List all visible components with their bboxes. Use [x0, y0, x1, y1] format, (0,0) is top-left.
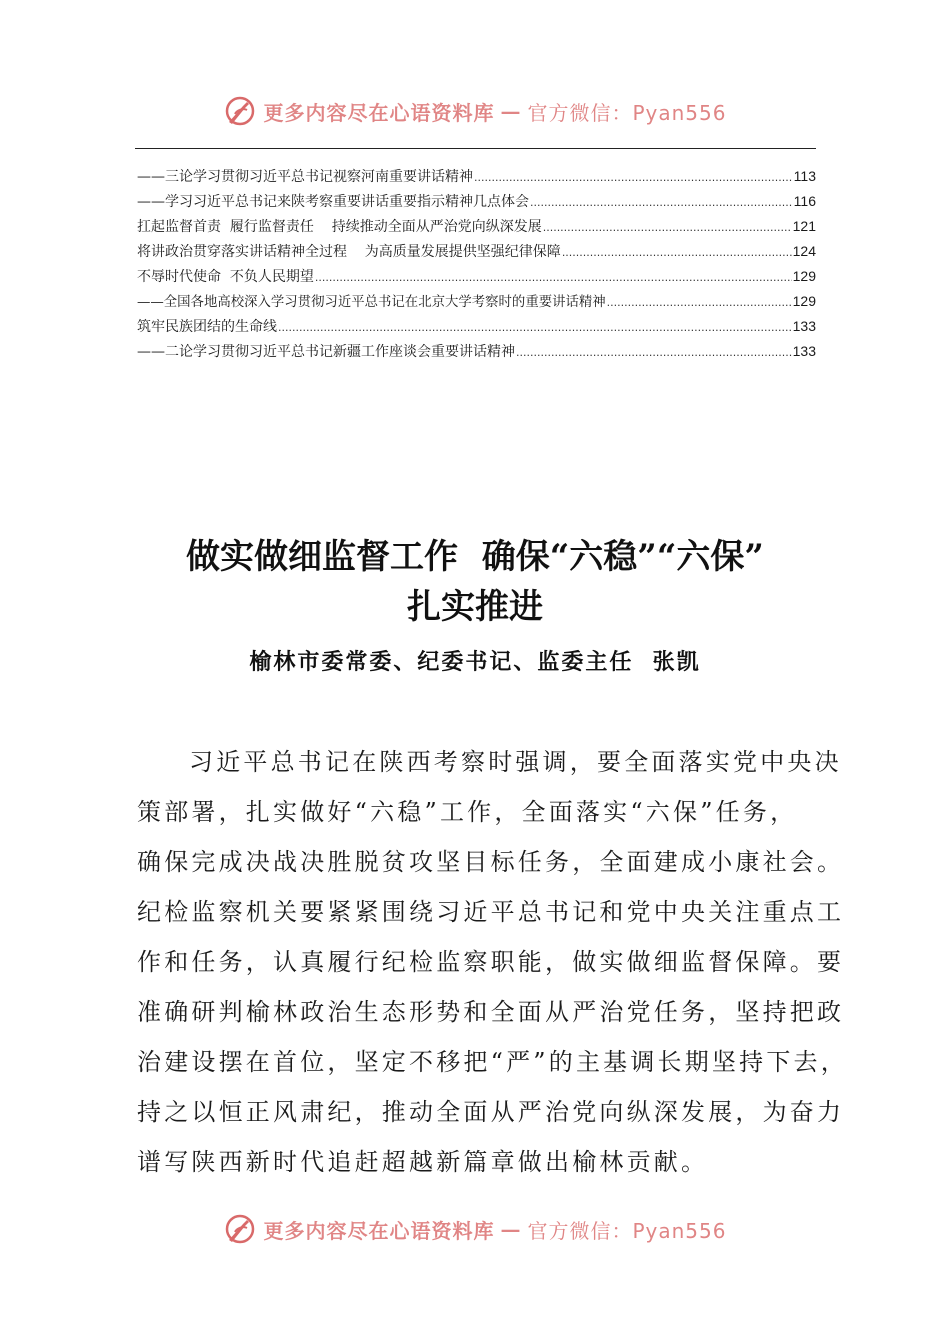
- table-of-contents: [137, 164, 816, 364]
- header-divider: [135, 148, 816, 149]
- article-body: [137, 737, 848, 1187]
- body-line: 策部署，扎实做好“六稳”工作，全面落实“六保”任务，: [137, 798, 798, 826]
- watermark-contact: 官方微信：Pyan556: [527, 100, 727, 125]
- toc-entry-title: 筑牢民族团结的生命线: [137, 319, 277, 335]
- toc-entry-page: 116: [793, 193, 816, 209]
- body-line: 持之以恒正风肃纪，推动全面从严治党向纵深发展，为奋力: [137, 1098, 845, 1126]
- toc-leader-dots: [562, 240, 792, 265]
- body-line: 确保完成决战决胜脱贫攻坚目标任务，全面建成小康社会。: [137, 848, 845, 876]
- toc-entry-page: 133: [792, 343, 816, 359]
- toc-entry[interactable]: [137, 339, 816, 364]
- watermark-text: 更多内容尽在心语资料库: [263, 1218, 495, 1243]
- toc-leader-dots: [278, 315, 792, 340]
- toc-entry[interactable]: [137, 239, 816, 264]
- toc-entry-page: 129: [792, 268, 816, 284]
- body-line: 习近平总书记在陕西考察时强调，要全面落实党中央决: [189, 748, 842, 776]
- toc-entry[interactable]: [137, 264, 816, 289]
- brush-logo-icon: [223, 1212, 257, 1246]
- toc-entry-title: 扛起监督首责 履行监督责任 持续推动全面从严治党向纵深发展: [137, 219, 542, 235]
- toc-entry-page: 113: [793, 168, 816, 184]
- brush-logo-icon: [223, 94, 257, 128]
- toc-entry-page: 124: [792, 243, 816, 259]
- toc-entry[interactable]: [137, 164, 816, 189]
- toc-leader-dots: [530, 190, 793, 215]
- toc-leader-dots: [315, 265, 792, 290]
- article-title-line-2: 扎实推进: [407, 587, 543, 627]
- toc-entry-page: 121: [792, 218, 816, 234]
- toc-entry-page: 133: [792, 318, 816, 334]
- toc-leader-dots: [543, 215, 792, 240]
- watermark-text: 更多内容尽在心语资料库: [263, 100, 495, 125]
- toc-entry[interactable]: [137, 189, 816, 214]
- article-title-line-1: 做实做细监督工作 确保“六稳”“六保”: [186, 537, 764, 577]
- watermark-header: [0, 94, 950, 128]
- toc-entry-title: ——学习习近平总书记来陕考察重要讲话重要指示精神几点体会: [137, 194, 529, 210]
- toc-leader-dots: [607, 290, 792, 315]
- toc-entry-title: ——三论学习贯彻习近平总书记视察河南重要讲话精神: [137, 169, 473, 185]
- article-title: [0, 532, 950, 632]
- toc-entry-title: ——全国各地高校深入学习贯彻习近平总书记在北京大学考察时的重要讲话精神: [137, 295, 606, 310]
- toc-entry-title: 将讲政治贯穿落实讲话精神全过程 为高质量发展提供坚强纪律保障: [137, 244, 561, 260]
- toc-leader-dots: [474, 165, 793, 190]
- toc-leader-dots: [516, 340, 792, 365]
- toc-entry[interactable]: [137, 289, 816, 314]
- body-line: 谱写陕西新时代追赶超越新篇章做出榆林贡献。: [137, 1148, 709, 1176]
- article-author: 榆林市委常委、纪委书记、监委主任 张凯: [249, 650, 701, 675]
- body-line: 纪检监察机关要紧紧围绕习近平总书记和党中央关注重点工: [137, 898, 845, 926]
- toc-entry-title: ——二论学习贯彻习近平总书记新疆工作座谈会重要讲话精神: [137, 344, 515, 360]
- toc-entry[interactable]: [137, 214, 816, 239]
- watermark-footer: [0, 1212, 950, 1246]
- toc-entry[interactable]: [137, 314, 816, 339]
- watermark-dash: —: [500, 99, 522, 123]
- watermark-contact: 官方微信：Pyan556: [527, 1218, 727, 1243]
- toc-entry-page: 129: [792, 293, 816, 309]
- body-line: 准确研判榆林政治生态形势和全面从严治党任务，坚持把政: [137, 998, 845, 1026]
- body-line: 治建设摆在首位，坚定不移把“严”的主基调长期坚持下去，: [137, 1048, 848, 1076]
- watermark-dash: —: [500, 1217, 522, 1241]
- toc-entry-title: 不辱时代使命 不负人民期望: [137, 269, 314, 285]
- body-line: 作和任务，认真履行纪检监察职能，做实做细监督保障。要: [137, 948, 845, 976]
